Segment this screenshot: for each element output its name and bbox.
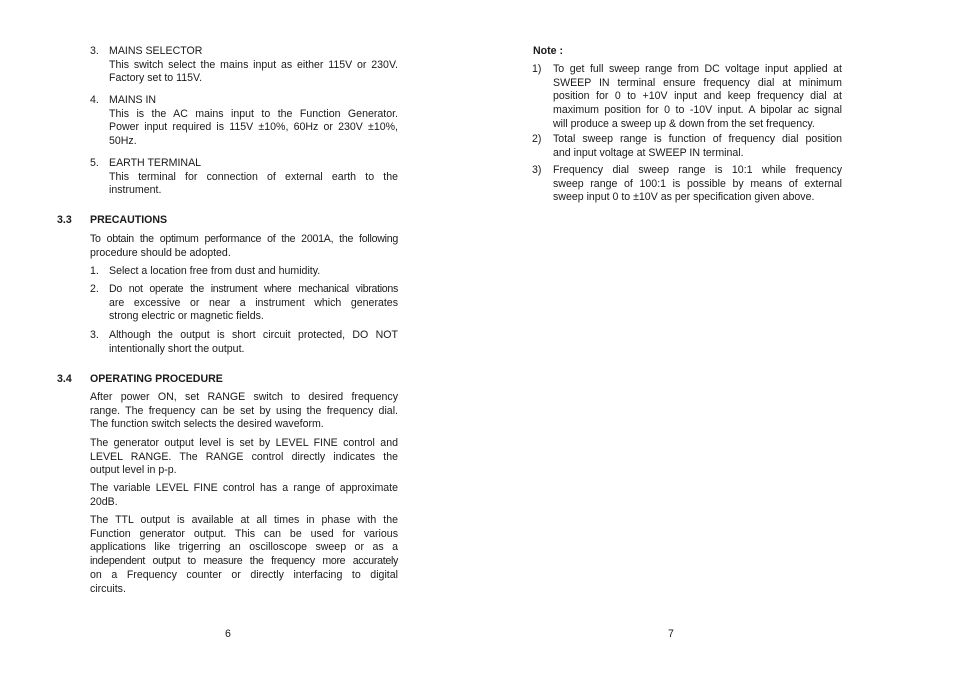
- list-text-line: strong electric or magnetic fields.: [109, 310, 264, 323]
- note-text-line: position for 0 to +10V input and keep frequency dial at: [553, 90, 842, 103]
- note-text-line: maximum position for 0 to -10V input. A bipolar ac signal: [553, 104, 842, 117]
- item-text-line: Factory set to 115V.: [109, 72, 203, 85]
- list-number: 2.: [90, 283, 99, 295]
- paragraph-line: range. The frequency can be set by using the frequency dial.: [90, 404, 398, 417]
- list-text-line: Select a location free from dust and humidity.: [109, 265, 321, 277]
- paragraph-line: procedure should be adopted.: [90, 246, 231, 259]
- list-text-line: are excessive or near a instrument which generates: [109, 296, 398, 309]
- note-title: Note :: [533, 45, 564, 57]
- note-text-line: will produce a sweep up & down from the set frequency.: [553, 117, 815, 130]
- paragraph-line: independent output to measure the frequency more accurately: [90, 555, 398, 568]
- operating-paragraph-1: [90, 391, 398, 432]
- paragraph-line: output level in p-p.: [90, 464, 177, 477]
- section-title: PRECAUTIONS: [90, 214, 168, 226]
- item-title: MAINS IN: [109, 94, 157, 106]
- item-number: 5.: [90, 157, 99, 169]
- paragraph-line: The function switch selects the desired waveform.: [90, 418, 324, 431]
- item-number: 4.: [90, 94, 99, 106]
- paragraph-line: To obtain the optimum performance of the 2001A, the following: [90, 233, 398, 245]
- paragraph-line: 20dB.: [90, 495, 118, 508]
- list-text-line: Do not operate the instrument where mechanical vibrations: [109, 283, 398, 295]
- paragraph-line: The variable LEVEL FINE control has a range of approximate: [90, 482, 398, 494]
- section-title: OPERATING PROCEDURE: [90, 373, 223, 385]
- section-heading-precautions: [57, 214, 397, 228]
- page-number-right: 7: [668, 628, 674, 640]
- note-text-line: SWEEP IN terminal ensure frequency dial at minimum: [553, 76, 842, 89]
- item-title: MAINS SELECTOR: [109, 45, 203, 57]
- item-text-line: Power input required is 115V ±10%, 60Hz or 230V ±10%,: [109, 121, 398, 134]
- paragraph-line: After power ON, set RANGE switch to desired frequency: [90, 391, 398, 403]
- item-number: 3.: [90, 45, 99, 57]
- note-number: 2): [532, 133, 542, 145]
- note-text-line: To get full sweep range from DC voltage input applied at: [553, 63, 842, 75]
- operating-paragraph-2: [90, 437, 398, 478]
- note-text-line: and input voltage at SWEEP IN terminal.: [553, 146, 744, 159]
- section-number: 3.3: [57, 214, 72, 226]
- paragraph-line: The TTL output is available at all times in phase with the: [90, 514, 398, 526]
- list-text-line: Although the output is short circuit protected, DO NOT: [109, 329, 398, 341]
- note-number: 3): [532, 164, 542, 176]
- section-heading-operating-procedure: [57, 373, 397, 387]
- section-number: 3.4: [57, 373, 72, 385]
- note-text-line: Frequency dial sweep range is 10:1 while frequency: [553, 164, 842, 176]
- item-text-line: 50Hz.: [109, 135, 137, 148]
- page-number-left: 6: [225, 628, 231, 640]
- item-text-line: This is the AC mains input to the Function Generator.: [109, 107, 398, 120]
- paragraph-line: LEVEL RANGE. The RANGE control directly indicates the: [90, 450, 398, 463]
- list-text-line: intentionally short the output.: [109, 342, 245, 355]
- note-text-line: sweep range of 100:1 is possible by means of external: [553, 177, 842, 190]
- item-text-line: instrument.: [109, 184, 162, 197]
- operating-paragraph-3: [90, 482, 398, 509]
- paragraph-line: Function generator output. This can be used for various: [90, 527, 398, 540]
- paragraph-line: on a Frequency counter or directly interfacing to digital: [90, 568, 398, 581]
- paragraph-line: The generator output level is set by LEVEL FINE control and: [90, 437, 398, 449]
- note-text-line: Total sweep range is function of frequency dial position: [553, 133, 842, 145]
- note-number: 1): [532, 63, 542, 75]
- note-text-line: sweep input 0 to ±10V as per specification given above.: [553, 191, 815, 204]
- list-number: 3.: [90, 329, 99, 341]
- item-text-line: This switch select the mains input as either 115V or 230V.: [109, 58, 398, 71]
- right-page: [477, 0, 954, 675]
- operating-paragraph-4: [90, 514, 398, 596]
- precautions-intro: [90, 233, 398, 260]
- item-title: EARTH TERMINAL: [109, 157, 202, 169]
- list-number: 1.: [90, 265, 99, 277]
- paragraph-line: circuits.: [90, 582, 126, 595]
- item-text-line: This terminal for connection of external earth to the: [109, 170, 398, 183]
- paragraph-line: applications like trigerring an oscilloscope sweep or as a: [90, 541, 398, 554]
